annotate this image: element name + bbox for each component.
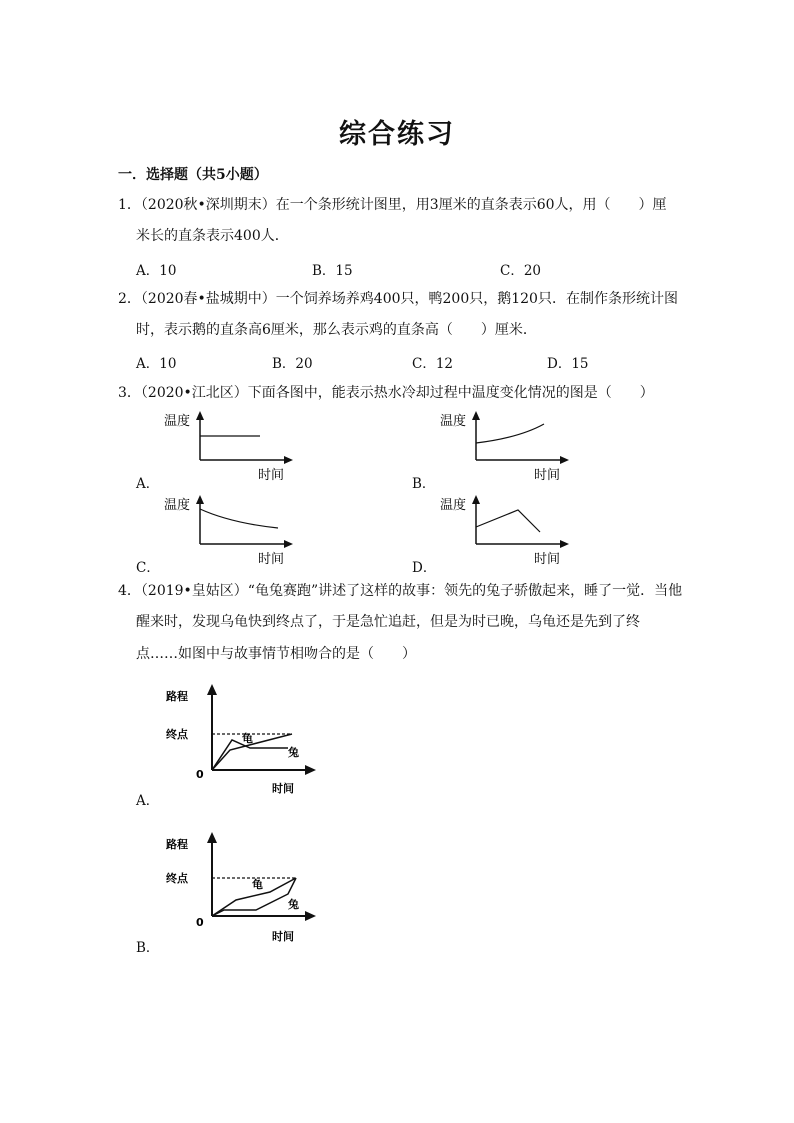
- x-axis-label: 时间: [272, 782, 294, 795]
- origin-label: 0: [196, 768, 204, 781]
- q3-graph-c: [160, 492, 300, 570]
- question-4-text-cont2: 点……如图中与故事情节相吻合的是（ ）: [136, 646, 416, 662]
- y-axis-label: 路程: [166, 838, 188, 851]
- y-axis-label: 路程: [166, 690, 188, 703]
- q4-graph-a: [160, 678, 330, 798]
- question-4-text: 4．（2019•皇姑区）“龟兔赛跑”讲述了这样的故事：领先的兔子骄傲起来，睡了一觉．当他: [118, 583, 683, 599]
- y-axis-label: 温度: [164, 414, 191, 429]
- page-title: 综合练习: [339, 119, 455, 150]
- origin-label: 0: [196, 916, 204, 929]
- question-1-text-cont: 米长的直条表示400人．: [136, 228, 289, 244]
- rabbit-label: 兔: [288, 898, 299, 911]
- q4-option-a[interactable]: A．: [136, 793, 160, 809]
- x-axis-label: 时间: [534, 468, 561, 483]
- q3-option-c[interactable]: C．: [136, 560, 160, 576]
- question-1-text: 1．（2020秋•深圳期末）在一个条形统计图里，用3厘米的直条表示60人，用（ ）厘: [118, 197, 667, 213]
- q2-option-a[interactable]: A．10: [136, 356, 177, 372]
- q1-option-a[interactable]: A．10: [136, 263, 177, 279]
- x-axis-label: 时间: [534, 552, 561, 567]
- q1-option-c[interactable]: C．20: [500, 263, 542, 279]
- y-axis-label: 温度: [440, 414, 467, 429]
- section-heading: 一．选择题（共5小题）: [118, 167, 268, 183]
- question-3-text: 3．（2020•江北区）下面各图中，能表示热水冷却过程中温度变化情况的图是（ ）: [118, 385, 654, 401]
- q3-graph-d: [436, 492, 576, 570]
- finish-label: 终点: [166, 728, 188, 741]
- q3-option-b[interactable]: B．: [412, 476, 436, 492]
- tortoise-label: 龟: [252, 878, 263, 891]
- q2-option-d[interactable]: D．15: [547, 356, 589, 372]
- q1-option-b[interactable]: B．15: [312, 263, 353, 279]
- q2-option-c[interactable]: C．12: [412, 356, 454, 372]
- q3-option-d[interactable]: D．: [412, 560, 437, 576]
- x-axis-label: 时间: [272, 930, 294, 943]
- question-2-text: 2．（2020春•盐城期中）一个饲养场养鸡400只，鸭200只，鹅120只．在制作条形统计图: [118, 291, 678, 307]
- q3-graph-a: [160, 408, 300, 486]
- x-axis-label: 时间: [258, 468, 285, 483]
- q2-option-b[interactable]: B．20: [272, 356, 313, 372]
- tortoise-label: 龟: [242, 732, 253, 745]
- q3-graph-b: [436, 408, 576, 486]
- cooling-curve: [200, 509, 278, 528]
- q4-option-b[interactable]: B．: [136, 940, 160, 956]
- y-axis-label: 温度: [440, 498, 467, 513]
- finish-label: 终点: [166, 872, 188, 885]
- rabbit-label: 兔: [288, 746, 299, 759]
- peak-curve: [476, 510, 540, 532]
- question-2-text-cont: 时，表示鹅的直条高6厘米，那么表示鸡的直条高（ ）厘米．: [136, 322, 537, 338]
- q4-graph-b: [160, 826, 330, 946]
- y-axis-label: 温度: [164, 498, 191, 513]
- q3-option-a[interactable]: A．: [136, 476, 160, 492]
- rising-curve: [476, 424, 544, 443]
- question-4-text-cont: 醒来时，发现乌龟快到终点了，于是急忙追赶，但是为时已晚，乌龟还是先到了终: [136, 614, 640, 630]
- x-axis-label: 时间: [258, 552, 285, 567]
